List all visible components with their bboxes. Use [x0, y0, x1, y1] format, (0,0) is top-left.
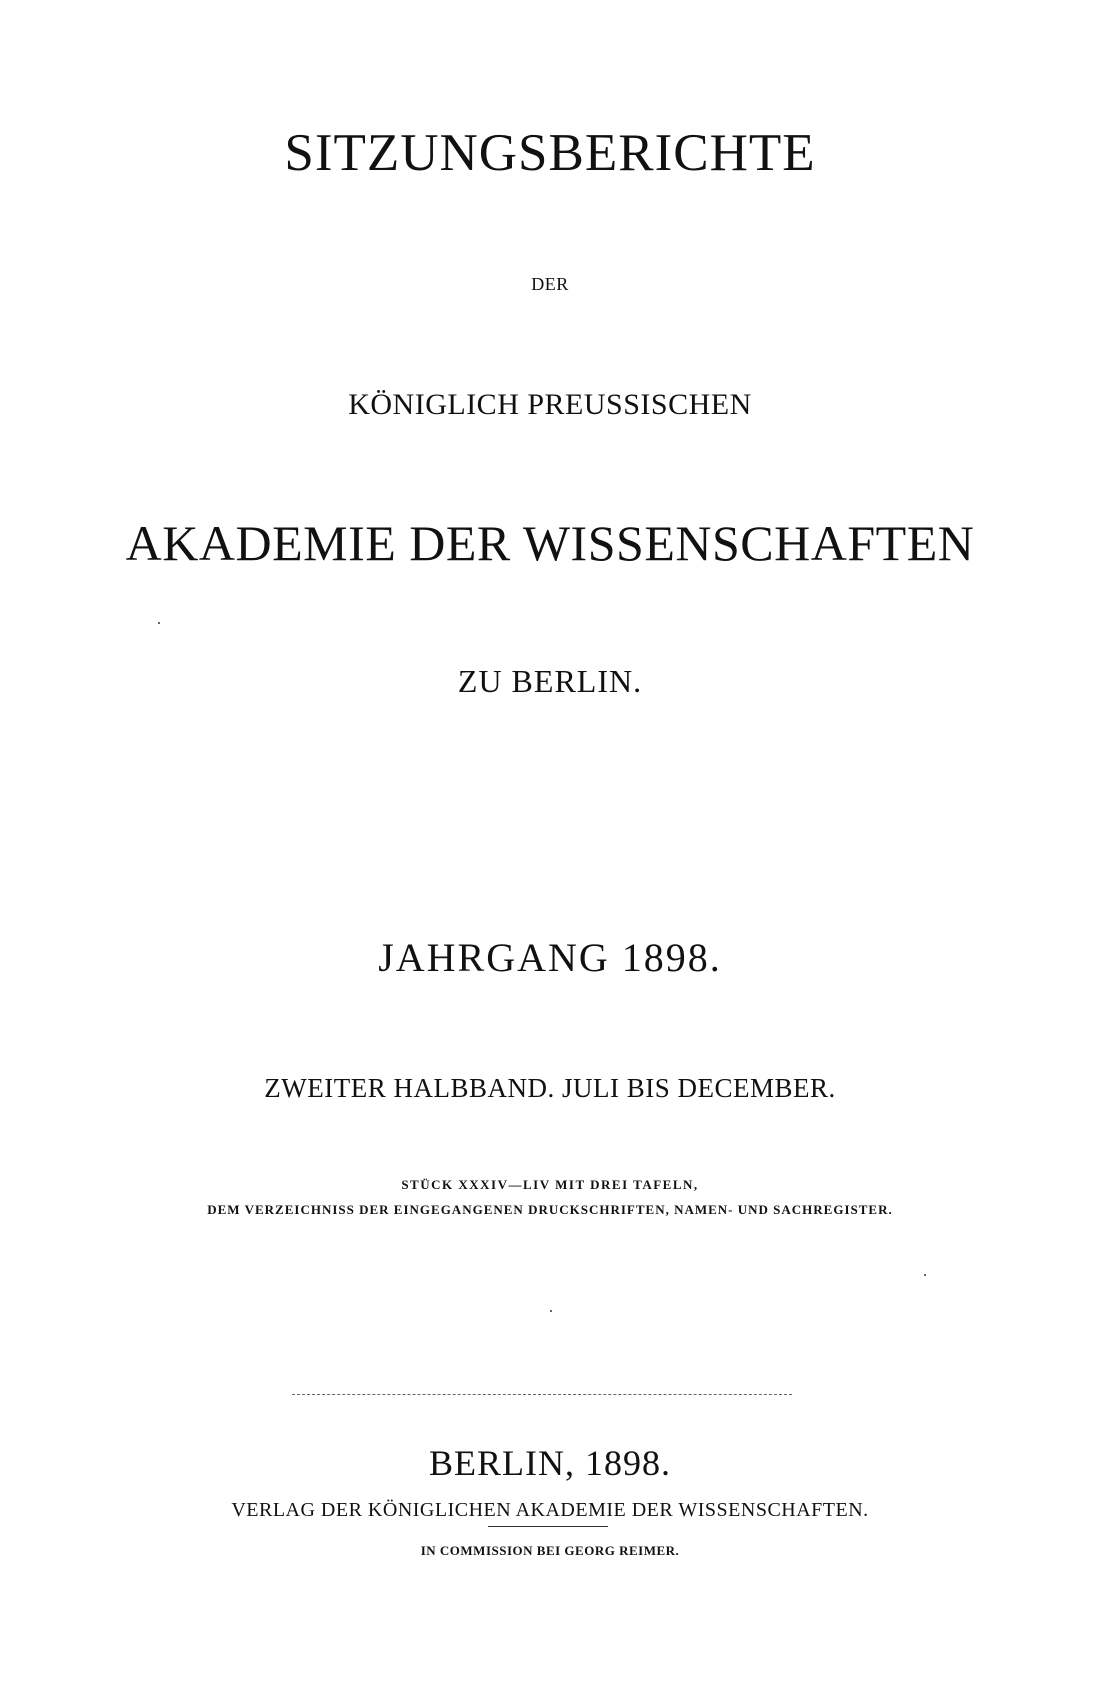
print-speck	[550, 1310, 552, 1312]
print-speck	[158, 622, 160, 624]
print-speck	[924, 1274, 926, 1276]
institution-name: AKADEMIE DER WISSENSCHAFTEN	[125, 515, 975, 571]
publisher-rule	[488, 1526, 608, 1528]
institution-location: ZU BERLIN.	[457, 663, 643, 699]
distributor-line: IN COMMISSION BEI GEORG REIMER.	[420, 1543, 680, 1558]
title-article: DER	[531, 274, 569, 294]
institution-adjective: KÖNIGLICH PREUSSISCHEN	[348, 388, 752, 421]
main-title: SITZUNGSBERICHTE	[284, 124, 816, 182]
volume-subtitle: ZWEITER HALBBAND. JULI BIS DECEMBER.	[264, 1073, 836, 1103]
contents-line-1: STÜCK XXXIV—LIV MIT DREI TAFELN,	[401, 1177, 699, 1192]
separator-rule	[292, 1394, 792, 1396]
year-heading: JAHRGANG 1898.	[378, 935, 722, 980]
imprint-place-year: BERLIN, 1898.	[429, 1443, 671, 1483]
contents-line-2: DEM VERZEICHNISS DER EINGEGANGENEN DRUCKSCHRIFTEN, NAMEN- UND SACHREGISTER.	[207, 1202, 893, 1217]
publisher-line: VERLAG DER KÖNIGLICHEN AKADEMIE DER WISSENSCHAFTEN.	[231, 1499, 869, 1521]
